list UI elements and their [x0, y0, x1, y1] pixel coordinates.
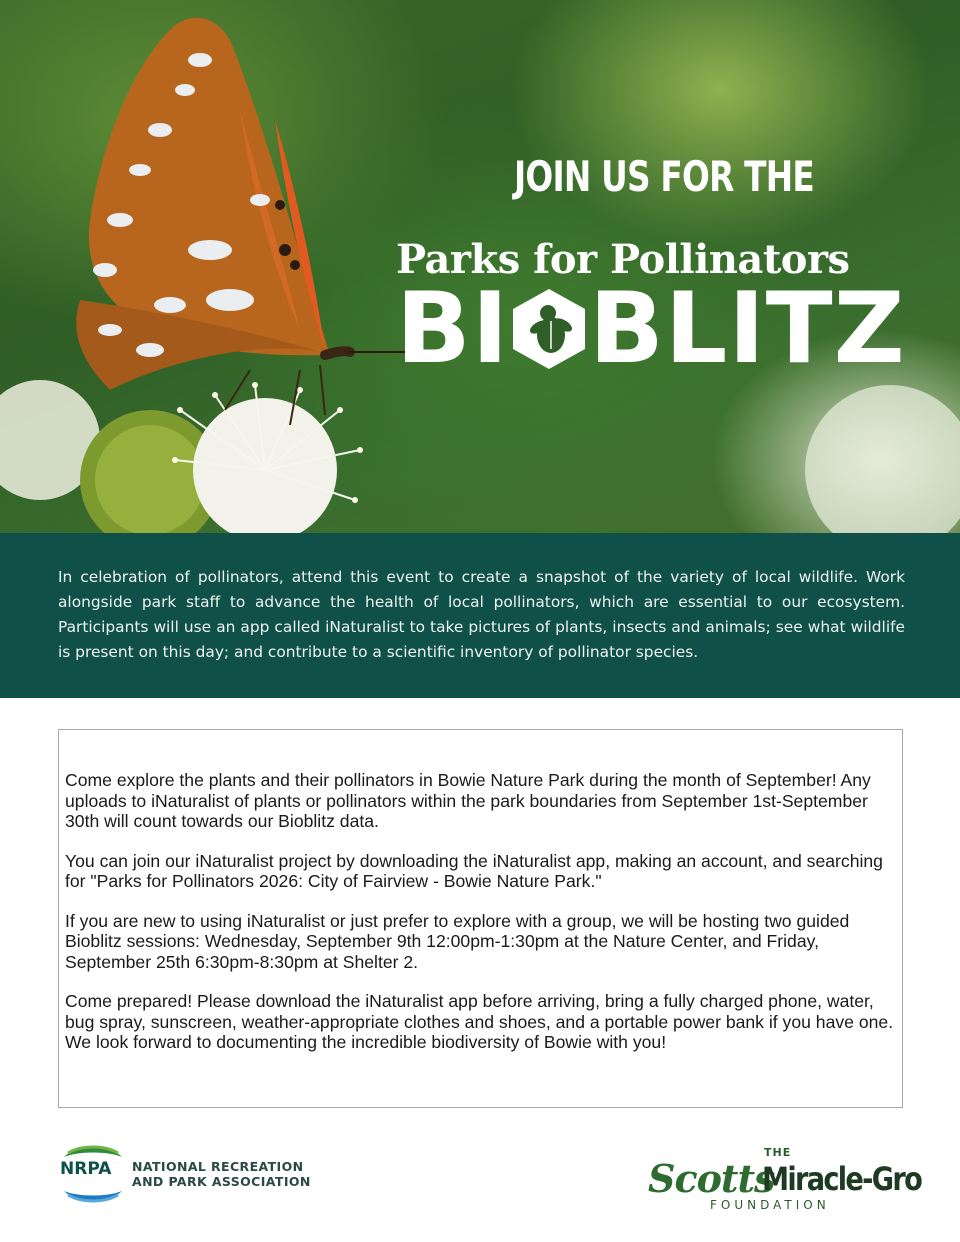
event-subtitle: Parks for Pollinators: [396, 236, 850, 283]
hero-banner: [0, 0, 960, 533]
miracle-gro-wordmark: Miracle-Gro: [762, 1160, 922, 1198]
details-box: [58, 729, 903, 1108]
bee-icon: [511, 287, 587, 371]
nrpa-logo: [58, 1139, 318, 1209]
event-title-end: BLITZ: [589, 272, 906, 386]
details-content: [65, 770, 895, 1072]
details-paragraph: Come explore the plants and their pollinators in Bowie Nature Park during the month of September! Any uploads to iNaturalist of plants or pollinators within the park boundaries from September 1st-September 30th will count towards our Bioblitz data.: [65, 770, 871, 831]
butterfly: [76, 18, 410, 425]
details-paragraph: Come prepared! Please download the iNaturalist app before arriving, bring a fully charged phone, water, bug spray, sunscreen, weather-appropriate clothes and shoes, and a portable power bank if you have one. We look forward to documenting the incredible biodiversity of Bowie with you!: [65, 991, 894, 1052]
details-paragraph: If you are new to using iNaturalist or just prefer to explore with a group, we will be hosting two guided Bioblitz sessions: Wednesday, September 9th 12:00pm-1:30pm at the Nature Center, and Friday, September 25th 6:30pm-8:30pm at Shelter 2.: [65, 910, 850, 972]
event-title-start: BI: [396, 272, 510, 386]
scotts-wordmark: Scotts: [648, 1156, 775, 1201]
scotts-foundation: FOUNDATION: [710, 1198, 830, 1212]
event-description: In celebration of pollinators, attend this event to create a snapshot of the variety of local wildlife. Work alongside park staff to advance the health of local pollinators, which are essential to our ecosystem. Participants will use an app called iNaturalist to take pictures of plants, insects and animals; see what wildlife is present on this day; and contribute to a scientific inventory of pollinator species.: [58, 568, 905, 661]
scotts-the: THE: [764, 1146, 792, 1159]
nrpa-abbr: NRPA: [60, 1159, 112, 1179]
details-paragraph: You can join our iNaturalist project by downloading the iNaturalist app, making an account, and searching for "Parks for Pollinators 2026: City of Fairview - Bowie Nature Park.": [65, 850, 883, 891]
nrpa-name-line2: AND PARK ASSOCIATION: [132, 1174, 311, 1189]
nrpa-name: [132, 1159, 311, 1189]
scotts-miracle-gro-logo: [648, 1146, 922, 1216]
nrpa-name-line1: NATIONAL RECREATION: [132, 1159, 304, 1174]
event-title: [396, 272, 906, 386]
join-heading: JOIN US FOR THE: [514, 152, 814, 201]
